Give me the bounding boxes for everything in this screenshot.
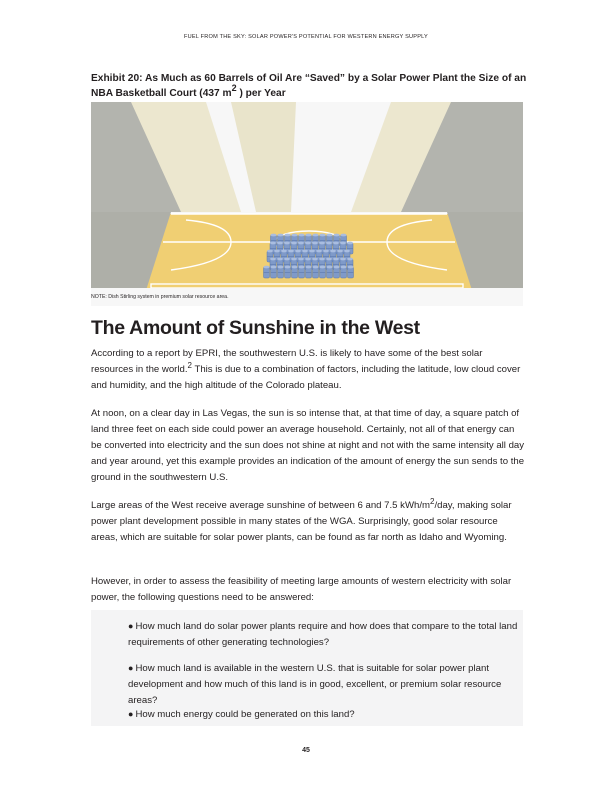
oil-barrel <box>341 266 347 278</box>
oil-barrel-lid <box>340 258 346 261</box>
oil-barrel-lid <box>333 258 339 261</box>
oil-barrel-lid <box>292 234 298 237</box>
oil-barrel-lid <box>298 242 304 245</box>
oil-barrel-lid <box>312 258 318 261</box>
oil-barrel-lid <box>344 250 350 253</box>
oil-barrel-lid <box>302 250 308 253</box>
running-header: FUEL FROM THE SKY: SOLAR POWER'S POTENTIAL FOR WESTERN ENERGY SUPPLY <box>184 34 428 40</box>
oil-barrel-lid <box>320 234 326 237</box>
questions-box <box>91 610 523 726</box>
oil-barrel-lid <box>313 266 319 269</box>
oil-barrel-lid <box>341 266 347 269</box>
exhibit-illustration <box>91 102 523 306</box>
oil-barrel-lid <box>271 266 277 269</box>
oil-barrel <box>327 266 333 278</box>
oil-barrel-lid <box>299 234 305 237</box>
oil-barrel-lid <box>333 242 339 245</box>
paragraph-questions-intro-text: However, in order to assess the feasibility of meeting large amounts of western electricity with solar power, the following questions need to be answered: <box>91 576 512 603</box>
oil-barrel-lid <box>270 242 276 245</box>
oil-barrel <box>334 266 340 278</box>
paragraph-epri <box>91 346 526 394</box>
oil-barrel-lid <box>281 250 287 253</box>
oil-barrel-lid <box>305 242 311 245</box>
oil-barrel <box>271 266 277 278</box>
exhibit-title-superscript: 2 <box>231 82 237 93</box>
oil-barrel-lid <box>274 250 280 253</box>
oil-barrel <box>264 266 270 278</box>
exhibit-title-main: Exhibit 20: As Much as 60 Barrels of Oil Are “Saved” by a Solar Power Plant the Size of an NBA Basketball Court (437 m <box>91 73 527 99</box>
basketball-court-illustration <box>91 102 523 306</box>
oil-barrel-lid <box>319 242 325 245</box>
paragraph-sunshine <box>91 498 526 546</box>
paragraph-sunshine-text-b: /day, making solar power plant development possible in many states of the WGA. Surprisingly, good solar resource areas, which are suitable for solar power plants, can be found as far north as Idaho and Wyoming. <box>91 500 512 543</box>
exhibit-title <box>91 72 531 101</box>
oil-barrel-lid <box>309 250 315 253</box>
oil-barrel <box>299 266 305 278</box>
paragraph-questions-intro <box>91 574 526 606</box>
oil-barrel-lid <box>305 258 311 261</box>
oil-barrel-lid <box>284 242 290 245</box>
oil-barrel-lid <box>326 242 332 245</box>
oil-barrel-lid <box>278 234 284 237</box>
paragraph-epri-text-a: According to a report by EPRI, the southwestern U.S. is likely to have some of the best solar resources in the world. <box>91 348 483 375</box>
paragraph-las-vegas <box>91 406 526 486</box>
question-text: How much energy could be generated on this land? <box>135 709 355 720</box>
question-item <box>128 706 518 723</box>
footnote-ref: 2 <box>187 361 192 370</box>
bullet-icon: ● <box>128 621 134 631</box>
paragraph-las-vegas-text: At noon, on a clear day in Las Vegas, the sun is so intense that, at that time of day, a square patch of land three feet on each side could power an average household. Certainly, not all of that energy can be converted into electricity and the sun does not shine at night and not with the same intensity all day and year around, yet this example provides an indication of the amount of energy the sun sends to the ground in the southwestern U.S. <box>91 408 525 483</box>
oil-barrel-lid <box>347 258 353 261</box>
oil-barrel-lid <box>291 242 297 245</box>
oil-barrel-lid <box>285 266 291 269</box>
oil-barrel-lid <box>278 266 284 269</box>
oil-barrel-lid <box>337 250 343 253</box>
oil-barrel-lid <box>330 250 336 253</box>
question-item <box>128 618 518 651</box>
oil-barrel-lid <box>306 266 312 269</box>
oil-barrel-lid <box>277 258 283 261</box>
oil-barrel-lid <box>334 234 340 237</box>
paragraph-sunshine-text-a: Large areas of the West receive average sunshine of between 6 and 7.5 kWh/m <box>91 500 430 511</box>
oil-barrel-lid <box>316 250 322 253</box>
oil-barrel <box>320 266 326 278</box>
question-text: How much land do solar power plants require and how does that compare to the total land requirements of other generating technologies? <box>128 621 518 648</box>
bullet-icon: ● <box>128 709 134 719</box>
oil-barrel-lid <box>292 266 298 269</box>
question-text: How much land is available in the western U.S. that is suitable for solar power plant development and how much of this land is in good, excellent, or premium solar resource areas? <box>128 663 502 706</box>
oil-barrel-lid <box>347 242 353 245</box>
oil-barrel-lid <box>295 250 301 253</box>
oil-barrel-lid <box>319 258 325 261</box>
figure-note: NOTE: Dish Stirling system in premium solar resource area. <box>91 294 229 300</box>
oil-barrel-lid <box>334 266 340 269</box>
oil-barrel-lid <box>313 234 319 237</box>
unit-superscript: 2 <box>430 497 435 506</box>
oil-barrel-lid <box>327 266 333 269</box>
oil-barrel-lid <box>299 266 305 269</box>
oil-barrel-lid <box>341 234 347 237</box>
oil-barrel-lid <box>271 234 277 237</box>
oil-barrel-lid <box>264 266 270 269</box>
oil-barrel-lid <box>320 266 326 269</box>
oil-barrel-lid <box>298 258 304 261</box>
oil-barrel <box>306 266 312 278</box>
page-number: 45 <box>302 747 310 754</box>
oil-barrel <box>292 266 298 278</box>
bullet-icon: ● <box>128 663 134 673</box>
oil-barrel-lid <box>277 242 283 245</box>
oil-barrel-lid <box>340 242 346 245</box>
oil-barrel-lid <box>288 250 294 253</box>
oil-barrel <box>285 266 291 278</box>
exhibit-title-tail: ) per Year <box>236 87 286 99</box>
oil-barrel-lid <box>327 234 333 237</box>
section-heading: The Amount of Sunshine in the West <box>91 317 420 339</box>
oil-barrel-lid <box>312 242 318 245</box>
paragraph-epri-text-b: This is due to a combination of factors, including the latitude, low cloud cover and humidity, and the high altitude of the Colorado plateau. <box>91 364 521 391</box>
oil-barrel-lid <box>323 250 329 253</box>
oil-barrel-lid <box>326 258 332 261</box>
oil-barrel-lid <box>284 258 290 261</box>
oil-barrel-lid <box>348 266 354 269</box>
oil-barrel-lid <box>291 258 297 261</box>
oil-barrel-lid <box>306 234 312 237</box>
oil-barrel <box>348 266 354 278</box>
oil-barrel <box>313 266 319 278</box>
oil-barrel-lid <box>270 258 276 261</box>
question-item <box>128 660 518 709</box>
oil-barrel-lid <box>267 250 273 253</box>
oil-barrel <box>278 266 284 278</box>
oil-barrel-lid <box>285 234 291 237</box>
